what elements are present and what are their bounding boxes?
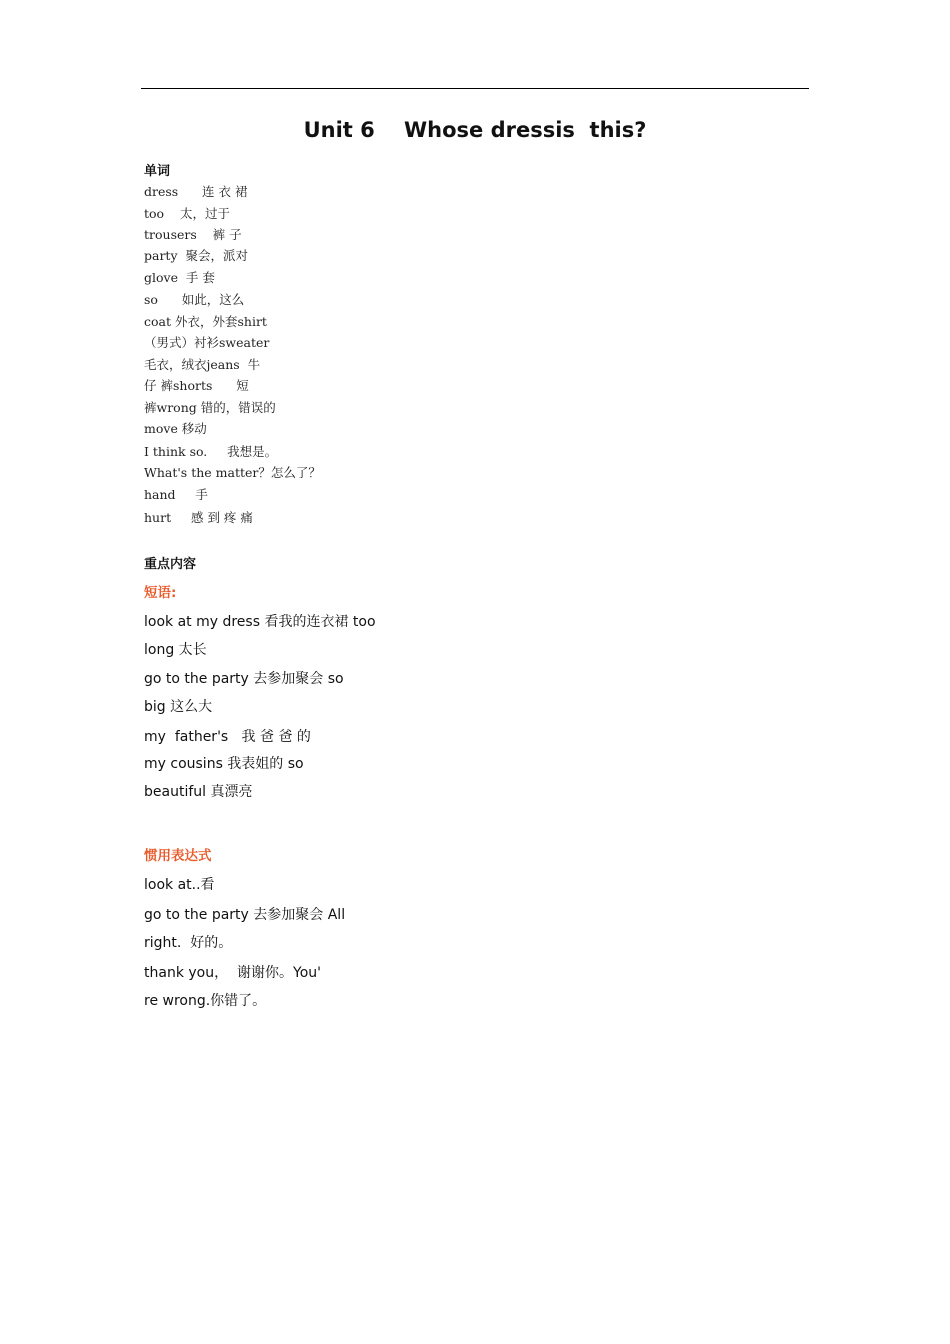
phrase-line: go to the party 去参加聚会 so <box>144 671 344 687</box>
vocab-line: I think so. 我想是。 <box>144 444 278 459</box>
vocab-line: trousers 裤 子 <box>144 227 242 242</box>
vocab-line: so 如此，这么 <box>144 292 245 307</box>
vocab-line: （男式）衬衫sweater <box>144 335 270 350</box>
vocab-heading: 单词 <box>144 164 171 179</box>
vocab-line: coat 外衣，外套shirt <box>144 314 267 329</box>
expression-line: right. 好的。 <box>144 935 233 951</box>
expression-line: thank you， 谢谢你。You' <box>144 965 321 981</box>
phrase-line: big 这么大 <box>144 699 213 715</box>
key-content-heading: 重点内容 <box>144 557 197 572</box>
vocab-line: too 太，过于 <box>144 206 230 221</box>
phrase-line: look at my dress 看我的连衣裙 too <box>144 614 376 630</box>
vocab-line: glove 手 套 <box>144 270 215 285</box>
vocab-line: 裤wrong 错的，错误的 <box>144 400 276 415</box>
phrase-line: my cousins 我表姐的 so <box>144 756 304 772</box>
expressions-heading: 惯用表达式 <box>144 848 212 864</box>
phrases-heading: 短语: <box>144 585 177 601</box>
vocab-line: 仔 裤shorts 短 <box>144 378 249 393</box>
phrase-line: beautiful 真漂亮 <box>144 784 253 800</box>
expression-line: re wrong.你错了。 <box>144 993 267 1009</box>
expression-line: go to the party 去参加聚会 All <box>144 907 346 923</box>
vocab-line: party 聚会，派对 <box>144 248 248 263</box>
vocab-line: dress 连 衣 裙 <box>144 184 248 199</box>
phrase-line: my father's 我 爸 爸 的 <box>144 729 311 745</box>
vocab-line: What's the matter？怎么了？ <box>144 465 321 480</box>
vocab-line: move 移动 <box>144 421 207 436</box>
page-title: Unit 6 Whose dressis this? <box>303 118 647 142</box>
header-rule <box>141 88 809 89</box>
vocab-line: 毛衣，绒衣jeans 牛 <box>144 357 261 372</box>
vocab-line: hand 手 <box>144 487 208 502</box>
phrase-line: long 太长 <box>144 642 207 658</box>
expression-line: look at..看 <box>144 877 215 893</box>
vocab-line: hurt 感 到 疼 痛 <box>144 510 253 525</box>
